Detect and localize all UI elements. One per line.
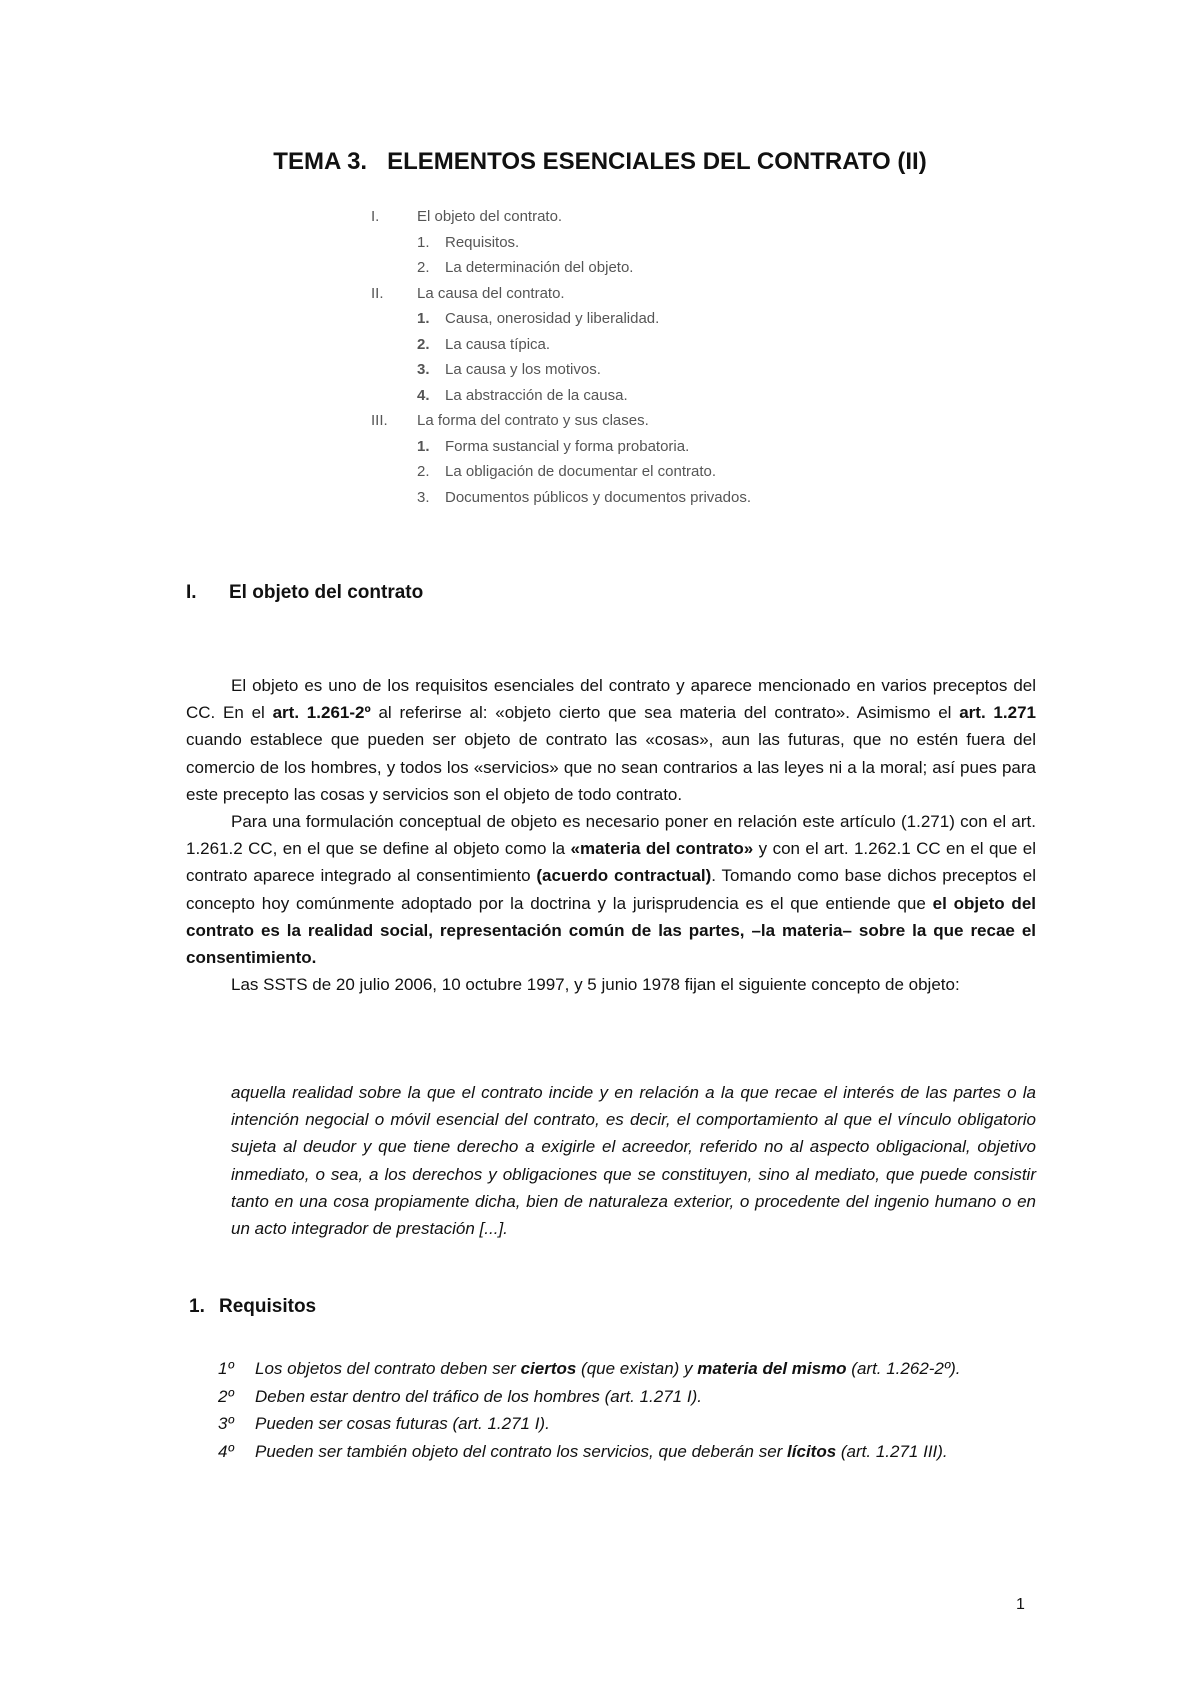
toc-item: 3. Documentos públicos y documentos privados. (417, 488, 751, 506)
toc-item: 1. Causa, onerosidad y liberalidad. (417, 310, 660, 327)
toc-item: 2. La obligación de documentar el contrato. (417, 463, 717, 480)
toc-item: III. La forma del contrato y sus clases. (371, 412, 649, 429)
page-title: TEMA 3. ELEMENTOS ESENCIALES DEL CONTRATO (II) (273, 148, 927, 175)
toc-item: I. El objeto del contrato. (371, 208, 563, 225)
paragraph: El objeto es uno de los requisitos esenciales del contrato y aparece mencionado en varios preceptos del CC. En el art. 1.261-2º al referirse al: «objeto cierto que sea materia del contrato». Asimismo el art. 1.271 cuando establece que pueden ser objeto de contrato las «cosas», aun las futuras, que no estén fuera del comercio de los hombres, y todos los «servicios» que no sean contrarios a las leyes ni a la moral; así pues para este precepto las cosas y servicios son el objeto de todo contrato. (186, 676, 1036, 804)
list-item: 1º Los objetos del contrato deben ser ciertos (que existan) y materia del mismo (art. 1.262-2º). (218, 1359, 961, 1378)
requirements-list (218, 1355, 1036, 1465)
list-item: 2º Deben estar dentro del tráfico de los hombres (art. 1.271 I). (218, 1386, 702, 1406)
paragraph: Las SSTS de 20 julio 2006, 10 octubre 1997, y 5 junio 1978 fijan el siguiente concepto de objeto: (231, 975, 960, 995)
section-heading: I. El objeto del contrato (186, 582, 424, 603)
subsection-heading: 1. Requisitos (189, 1296, 317, 1317)
toc-item: 2. La causa típica. (417, 335, 551, 353)
toc-item: 3. La causa y los motivos. (417, 361, 601, 378)
list-item: 3º Pueden ser cosas futuras (art. 1.271 I). (218, 1414, 550, 1433)
table-of-contents (371, 204, 751, 510)
toc-item: II. La causa del contrato. (371, 284, 565, 302)
paragraph: Para una formulación conceptual de objeto es necesario poner en relación este artículo (1.271) con el art. 1.261.2 CC, en el que se define al objeto como la «materia del contrato» y con el art. 1.262.1 CC en el que el contrato aparece integrado al consentimiento (acuerdo contractual). Tomando como base dichos preceptos el concepto hoy comúnmente adoptado por la doctrina y la jurisprudencia es el que entiende que el objeto del contrato es la realidad social, representación común de las partes, –la materia– sobre la que recae el consentimiento. (186, 812, 1036, 968)
toc-item: 1. Forma sustancial y forma probatoria. (417, 437, 690, 455)
toc-item: 4. La abstracción de la causa. (417, 386, 628, 404)
page-number: 1 (1016, 1596, 1025, 1613)
toc-item: 1. Requisitos. (417, 233, 520, 251)
block-quote: aquella realidad sobre la que el contrato incide y en relación a la que recae el interés de las partes o la intención negocial o móvil esencial del contrato, es decir, el comportamiento al que el vínculo obligatorio sujeta al deudor y que tiene derecho a exigirle el acreedor, referido no al aspecto obligacional, objetivo inmediato, o sea, a los derechos y obligaciones que se constituyen, sino al mediato, que puede consistir tanto en una cosa propiamente dicha, bien de naturaleza exterior, o procedente del ingenio humano o en un acto integrador de prestación [...]. (231, 1083, 1036, 1239)
toc-item: 2. La determinación del objeto. (417, 259, 634, 276)
list-item: 4º Pueden ser también objeto del contrato los servicios, que deberán ser lícitos (art. 1.271 III). (218, 1441, 948, 1461)
section-body (186, 672, 1036, 998)
